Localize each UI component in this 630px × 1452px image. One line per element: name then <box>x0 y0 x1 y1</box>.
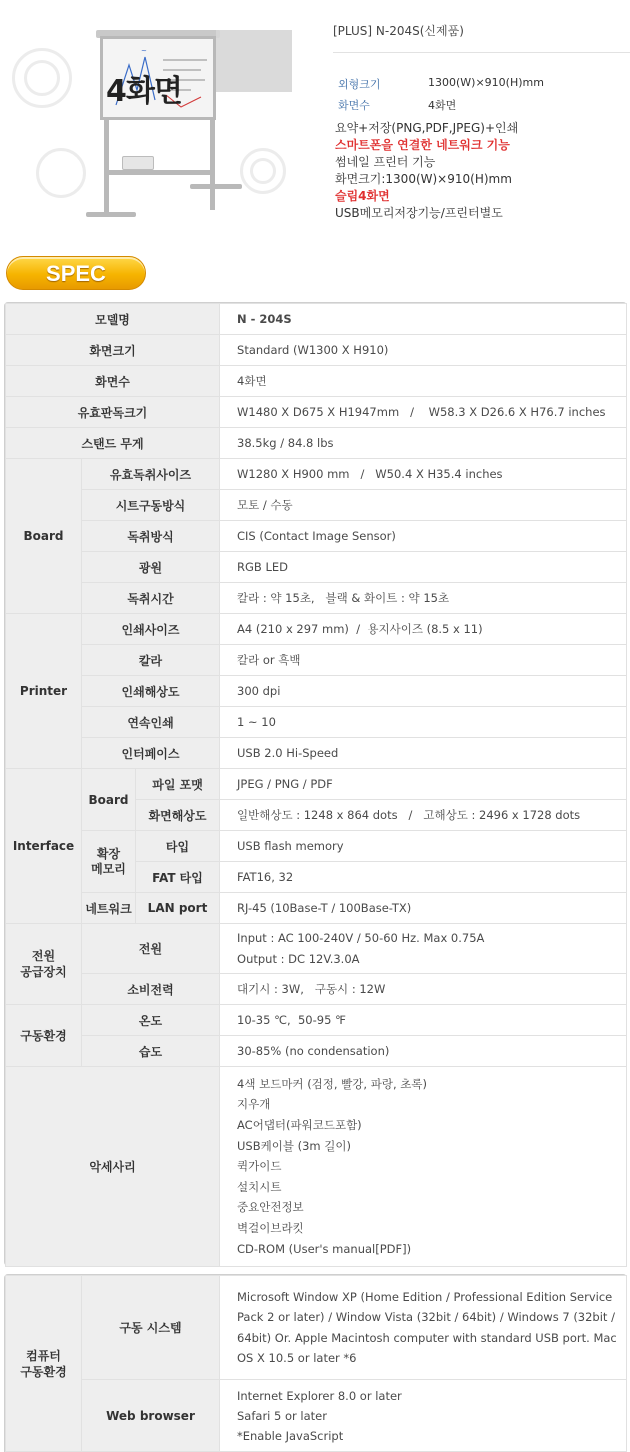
accessory-item: 지우개 <box>237 1097 271 1112</box>
table-row <box>6 521 627 552</box>
accessory-item: 설치시트 <box>237 1179 282 1194</box>
row-value: Standard (W1300 X H910) <box>220 335 627 366</box>
row-value: 대기시 : 3W, 구동시 : 12W <box>220 974 627 1005</box>
row-value <box>220 1380 627 1452</box>
row-value: 1 ~ 10 <box>220 707 627 738</box>
row-label: 소비전력 <box>82 974 220 1005</box>
table-row <box>6 1067 627 1267</box>
os-line: Pack 2 or later) / Window Vista (32bit / 64bit) / Windows 7 (32bit / <box>237 1310 615 1324</box>
table-row <box>6 645 627 676</box>
svg-text:~: ~ <box>141 47 147 55</box>
row-label: 전원 <box>82 924 220 974</box>
table-row <box>6 459 627 490</box>
screens-overlay-text: 4화면 <box>106 74 182 109</box>
browser-line: *Enable JavaScript <box>237 1429 344 1443</box>
row-label: 인터페이스 <box>82 738 220 769</box>
group-label-environment: 구동환경 <box>6 1005 82 1067</box>
row-value: 일반해상도 : 1248 x 864 dots / 고해상도 : 2496 x 1728 dots <box>220 800 627 831</box>
accessory-item: 중요안전정보 <box>237 1200 304 1215</box>
row-label: 파일 포맷 <box>136 769 220 800</box>
row-label: 광원 <box>82 552 220 583</box>
feature-item: 썸네일 프린터 기능 <box>335 155 436 169</box>
table-row <box>6 335 627 366</box>
product-title: [PLUS] N-204S(신제품) <box>333 24 464 38</box>
row-label: 타입 <box>136 831 220 862</box>
row-label: Web browser <box>82 1380 220 1452</box>
row-value: FAT16, 32 <box>220 862 627 893</box>
group-label-board: Board <box>6 459 82 614</box>
table-row <box>6 893 627 924</box>
group-label-power: 전원 공급장치 <box>6 924 82 1005</box>
power-output: Output : DC 12V.3.0A <box>237 951 360 966</box>
row-value <box>220 1276 627 1380</box>
table-row <box>6 974 627 1005</box>
table-row <box>6 1380 627 1452</box>
table-row <box>6 769 627 800</box>
sub-group-network: 네트워크 <box>82 893 136 924</box>
row-value: 10-35 ℃, 50-95 ℉ <box>220 1005 627 1036</box>
row-value: W1480 X D675 X H1947mm / W58.3 X D26.6 X H76.7 inches <box>220 397 627 428</box>
group-label-printer: Printer <box>6 614 82 769</box>
table-row <box>6 614 627 645</box>
spec-badge: SPEC <box>6 256 146 290</box>
row-value: W1280 X H900 mm / W50.4 X H35.4 inches <box>220 459 627 490</box>
computer-table <box>5 1275 627 1452</box>
row-value: JPEG / PNG / PDF <box>220 769 627 800</box>
row-label: LAN port <box>136 893 220 924</box>
summary-value: 4화면 <box>428 99 457 112</box>
summary-value: 1300(W)×910(H)mm <box>428 76 544 89</box>
group-label-interface: Interface <box>6 769 82 924</box>
title-divider <box>333 52 630 53</box>
table-row <box>6 1036 627 1067</box>
table-row <box>6 304 627 335</box>
feature-item-highlight: 스마트폰을 연결한 네트워크 기능 <box>335 138 510 152</box>
row-value: USB 2.0 Hi-Speed <box>220 738 627 769</box>
row-value: USB flash memory <box>220 831 627 862</box>
row-label: 화면크기 <box>6 335 220 366</box>
sub-group-board: Board <box>82 769 136 831</box>
row-label: 칼라 <box>82 645 220 676</box>
sub-group-ext-memory: 확장 메모리 <box>82 831 136 893</box>
browser-line: Safari 5 or later <box>237 1409 327 1423</box>
row-value: 30-85% (no condensation) <box>220 1036 627 1067</box>
accessory-item: 4색 보드마커 (검정, 빨강, 파랑, 초록) <box>237 1076 427 1091</box>
row-value: 모토 / 수동 <box>220 490 627 521</box>
table-row <box>6 490 627 521</box>
row-label: 유효독취사이즈 <box>82 459 220 490</box>
accessory-item: 벽걸이브라킷 <box>237 1220 304 1235</box>
row-value: 칼라 or 흑백 <box>220 645 627 676</box>
row-value <box>220 924 627 974</box>
row-label: 연속인쇄 <box>82 707 220 738</box>
row-value: 38.5kg / 84.8 lbs <box>220 428 627 459</box>
feature-item: USB메모리저장기능/프린터별도 <box>335 206 503 220</box>
accessory-item: AC어댑터(파워코드포함) <box>237 1118 362 1133</box>
row-label: 모델명 <box>6 304 220 335</box>
row-label: 화면수 <box>6 366 220 397</box>
table-row <box>6 1276 627 1380</box>
accessory-item: CD-ROM (User's manual[PDF]) <box>237 1241 412 1256</box>
row-label: 독취시간 <box>82 583 220 614</box>
table-row <box>6 428 627 459</box>
row-label: 시트구동방식 <box>82 490 220 521</box>
summary-key: 화면수 <box>338 99 370 112</box>
table-row <box>6 366 627 397</box>
table-row <box>6 552 627 583</box>
table-row <box>6 831 627 862</box>
table-row <box>6 1005 627 1036</box>
row-label: FAT 타입 <box>136 862 220 893</box>
row-label: 인쇄사이즈 <box>82 614 220 645</box>
row-value: A4 (210 x 297 mm) / 용지사이즈 (8.5 x 11) <box>220 614 627 645</box>
os-line: 64bit) Or. Apple Macintosh computer with standard USB port. Mac <box>237 1330 617 1345</box>
product-image <box>10 8 292 220</box>
accessory-item: USB케이블 (3m 길이) <box>237 1138 351 1153</box>
feature-item: 요약+저장(PNG,PDF,JPEG)+인쇄 <box>335 121 519 135</box>
table-row <box>6 707 627 738</box>
row-label: 화면해상도 <box>136 800 220 831</box>
row-label: 스탠드 무게 <box>6 428 220 459</box>
row-value: RJ-45 (10Base-T / 100Base-TX) <box>220 893 627 924</box>
row-label: 악세사리 <box>6 1067 220 1267</box>
feature-list <box>335 120 518 222</box>
row-value: 4화면 <box>220 366 627 397</box>
table-row <box>6 397 627 428</box>
table-row <box>6 583 627 614</box>
row-label: 구동 시스템 <box>82 1276 220 1380</box>
table-row <box>6 924 627 974</box>
row-value: CIS (Contact Image Sensor) <box>220 521 627 552</box>
group-label-computer: 컴퓨터 구동환경 <box>6 1276 82 1452</box>
row-value: N - 204S <box>220 304 627 335</box>
os-line: OS X 10.5 or later *6 <box>237 1351 357 1365</box>
accessory-list <box>220 1067 627 1267</box>
row-label: 유효판독크기 <box>6 397 220 428</box>
row-label: 인쇄해상도 <box>82 676 220 707</box>
feature-item: 화면크기:1300(W)×910(H)mm <box>335 172 512 186</box>
feature-item-highlight: 슬림4화면 <box>335 189 390 203</box>
os-line: Microsoft Window XP (Home Edition / Professional Edition Service <box>237 1289 613 1304</box>
accessory-item: 퀵가이드 <box>237 1159 282 1174</box>
row-value: 칼라 : 약 15초, 블랙 & 화이트 : 약 15초 <box>220 583 627 614</box>
row-label: 습도 <box>82 1036 220 1067</box>
row-label: 온도 <box>82 1005 220 1036</box>
row-label: 독취방식 <box>82 521 220 552</box>
row-value: 300 dpi <box>220 676 627 707</box>
browser-line: Internet Explorer 8.0 or later <box>237 1389 402 1403</box>
table-row <box>6 676 627 707</box>
spec-table <box>5 303 627 1267</box>
power-input: Input : AC 100-240V / 50-60 Hz. Max 0.75A <box>237 930 485 945</box>
summary-key: 외형크기 <box>338 78 381 91</box>
printer-unit <box>122 156 154 170</box>
row-value: RGB LED <box>220 552 627 583</box>
table-row <box>6 738 627 769</box>
